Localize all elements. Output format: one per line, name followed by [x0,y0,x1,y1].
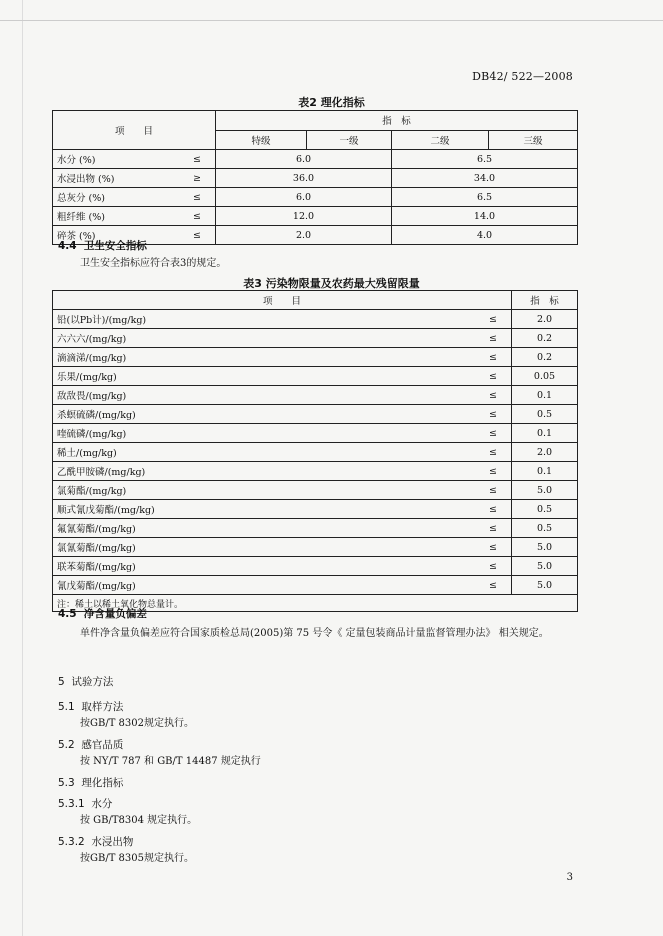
row-value: 2.0 [512,443,578,462]
row-symbol: ≤ [169,150,216,169]
section-5-3-1-text: 按 GB/T8304 规定执行。 [80,815,198,826]
row-value: 0.5 [512,405,578,424]
section-5-2-heading [58,737,123,752]
row-value: 0.5 [512,519,578,538]
row-symbol: ≥ [169,169,216,188]
row-symbol: ≤ [420,576,512,595]
row-value: 0.2 [512,348,578,367]
row-value: 0.5 [512,500,578,519]
section-5-1-text: 按GB/T 8302规定执行。 [80,718,195,729]
table-row [53,538,578,557]
row-symbol: ≤ [420,557,512,576]
row-symbol: ≤ [169,188,216,207]
row-symbol: ≤ [420,443,512,462]
row-symbol: ≤ [420,329,512,348]
section-title: 水分 [91,798,113,810]
section-title: 净含量负偏差 [83,608,147,620]
row-value: 5.0 [512,557,578,576]
table-row [53,150,578,169]
grade-label: 特级 [216,130,307,150]
scan-margin-line [22,0,23,936]
section-4-4-heading [58,238,147,253]
section-5-2-text: 按 NY/T 787 和 GB/T 14487 规定执行 [80,756,261,767]
row-value: 5.0 [512,538,578,557]
table-row [53,519,578,538]
section-5-3-heading [58,775,123,790]
section-5-heading [58,674,113,689]
row-symbol: ≤ [420,310,512,329]
row-name: 水浸出物 (%) [53,169,169,188]
row-name: 喹硫磷/(mg/kg) [53,424,420,443]
section-number: 5.1 [58,701,75,713]
table-row [53,424,578,443]
row-value: 0.2 [512,329,578,348]
row-value: 4.0 [392,226,578,245]
scan-top-line [0,20,663,21]
row-symbol: ≤ [420,462,512,481]
row-value: 5.0 [512,481,578,500]
section-number: 5.3.1 [58,798,85,810]
row-value: 34.0 [392,169,578,188]
section-5-3-2-text: 按GB/T 8305规定执行。 [80,853,195,864]
section-4-4-text: 卫生安全指标应符合表3的规定。 [80,258,227,269]
row-symbol: ≤ [420,348,512,367]
table-row [53,386,578,405]
section-number: 5.3.2 [58,836,85,848]
page-number: 3 [566,872,573,883]
row-name: 粗纤维 (%) [53,207,169,226]
table2-col-index: 指 标 [216,111,578,131]
section-title: 水浸出物 [91,836,134,848]
section-number: 4.5 [58,608,77,620]
row-symbol: ≤ [420,367,512,386]
row-name: 敌敌畏/(mg/kg) [53,386,420,405]
document-code: DB42/ 522—2008 [472,70,573,83]
row-value: 0.1 [512,424,578,443]
row-symbol: ≤ [420,519,512,538]
row-name: 稀土/(mg/kg) [53,443,420,462]
table-row [53,576,578,595]
table-row [53,481,578,500]
table-row [53,310,578,329]
row-value: 6.0 [216,188,392,207]
section-5-3-1-heading [58,796,112,811]
section-5-3-2-heading [58,834,133,849]
row-name: 碎茶 (%) [53,226,169,245]
section-title: 试验方法 [71,676,114,688]
section-4-5-heading [58,606,147,621]
row-value: 0.1 [512,462,578,481]
table-row [53,188,578,207]
table3-note: 注：稀土以稀土氧化物总量计。 [53,595,578,612]
section-title: 感官品质 [81,739,124,751]
row-name: 顺式氰戊菊酯/(mg/kg) [53,500,420,519]
table-row [53,557,578,576]
row-name: 总灰分 (%) [53,188,169,207]
table-row [53,500,578,519]
grade-label: 一级 [307,130,392,150]
row-symbol: ≤ [420,405,512,424]
table-row [53,169,578,188]
row-name: 氰戊菊酯/(mg/kg) [53,576,420,595]
table3 [52,290,578,612]
row-name: 乙酰甲胺磷/(mg/kg) [53,462,420,481]
row-name: 六六六/(mg/kg) [53,329,420,348]
row-name: 铅(以Pb计)/(mg/kg) [53,310,420,329]
table2-caption: 表2 理化指标 [298,96,365,109]
section-title: 理化指标 [81,777,124,789]
table-row [53,367,578,386]
row-name: 水分 (%) [53,150,169,169]
table-row [53,462,578,481]
row-value: 14.0 [392,207,578,226]
table3-caption: 表3 污染物限量及农药最大残留限量 [243,277,420,290]
row-value: 5.0 [512,576,578,595]
grade-label: 二级 [392,130,489,150]
section-number: 5.3 [58,777,75,789]
row-symbol: ≤ [169,207,216,226]
row-value: 2.0 [216,226,392,245]
section-5-1-heading [58,699,123,714]
section-number: 5 [58,676,65,688]
row-name: 氯氰菊酯/(mg/kg) [53,538,420,557]
section-title: 卫生安全指标 [83,240,147,252]
table2-col-item: 项 目 [53,111,216,150]
table-row [53,443,578,462]
row-name: 滴滴涕/(mg/kg) [53,348,420,367]
section-number: 5.2 [58,739,75,751]
row-value: 0.05 [512,367,578,386]
row-symbol: ≤ [420,424,512,443]
row-name: 氟氰菊酯/(mg/kg) [53,519,420,538]
row-symbol: ≤ [420,500,512,519]
table-row [53,329,578,348]
row-value: 36.0 [216,169,392,188]
row-value: 0.1 [512,386,578,405]
grade-label: 三级 [489,130,578,150]
table-row [53,348,578,367]
row-symbol: ≤ [169,226,216,245]
row-name: 氯菊酯/(mg/kg) [53,481,420,500]
table-row [53,405,578,424]
section-title: 取样方法 [81,701,124,713]
row-value: 2.0 [512,310,578,329]
table3-col-index: 指 标 [512,291,578,310]
row-value: 12.0 [216,207,392,226]
row-symbol: ≤ [420,538,512,557]
section-4-5-text: 单件净含量负偏差应符合国家质检总局(2005)第 75 号令《 定量包装商品计量监督管理办法》 相关规定。 [80,628,549,639]
row-name: 杀螟硫磷/(mg/kg) [53,405,420,424]
row-symbol: ≤ [420,481,512,500]
row-name: 乐果/(mg/kg) [53,367,420,386]
table3-col-item: 项 目 [53,291,512,310]
row-symbol: ≤ [420,386,512,405]
row-value: 6.5 [392,150,578,169]
table2 [52,110,578,245]
row-value: 6.0 [216,150,392,169]
section-number: 4.4 [58,240,77,252]
table-row [53,207,578,226]
row-value: 6.5 [392,188,578,207]
row-name: 联苯菊酯/(mg/kg) [53,557,420,576]
